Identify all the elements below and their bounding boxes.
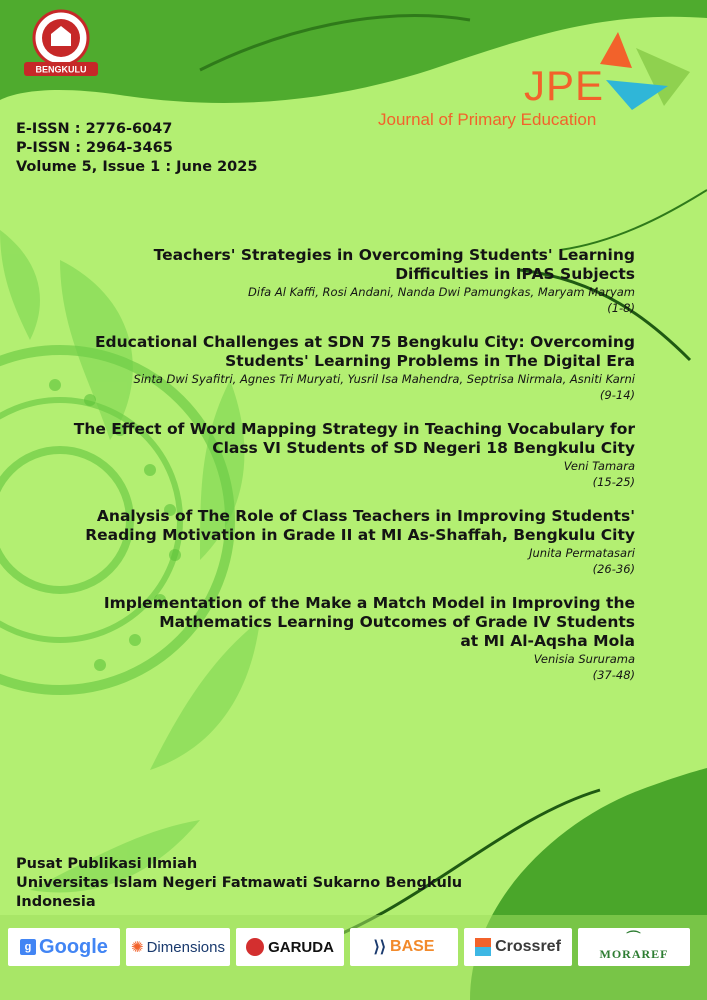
crossref-badge[interactable]	[464, 928, 572, 966]
article-authors: Difa Al Kaffi, Rosi Andani, Nanda Dwi Pamungkas, Maryam Maryam	[248, 285, 635, 299]
crossref-icon	[475, 938, 491, 956]
article-authors: Veni Tamara	[563, 459, 635, 473]
garuda-icon	[246, 938, 264, 956]
article-title[interactable]: Educational Challenges at SDN 75 Bengkulu City: Overcoming Students' Learning Problems in The Digital Era	[94, 333, 635, 370]
article-title[interactable]: Analysis of The Role of Class Teachers in Improving Students' Reading Motivation in Grade II at MI As-Shaffah, Bengkulu City	[85, 507, 635, 544]
article-pages: (1-8)	[607, 301, 635, 315]
right-curve-line-2	[560, 190, 707, 250]
p-issn: P-ISSN : 2964-3465	[16, 140, 173, 156]
journal-name: Journal of Primary Education	[378, 110, 597, 129]
article-authors: Sinta Dwi Syafitri, Agnes Tri Muryati, Yusril Isa Mahendra, Septrisa Nirmala, Asniti Karni	[133, 372, 635, 386]
publisher-line-2: Universitas Islam Negeri Fatmawati Sukarno Bengkulu	[16, 875, 463, 891]
garuda-label: GARUDA	[268, 938, 334, 956]
article-pages: (26-36)	[592, 562, 635, 576]
base-icon: ⟩⟩	[373, 939, 387, 956]
garuda-badge[interactable]	[236, 928, 344, 966]
crossref-label: Crossref	[495, 938, 561, 955]
article-pages: (37-48)	[592, 668, 635, 682]
base-badge[interactable]	[350, 928, 458, 966]
article-title[interactable]: Implementation of the Make a Match Model in Improving the Mathematics Learning Outcomes of Grade IV Students at MI Al-Aqsha Mola	[103, 594, 635, 650]
google-scholar-icon: g	[20, 939, 36, 955]
article-pages: (15-25)	[592, 475, 635, 489]
article-item	[35, 333, 635, 403]
google-scholar-badge[interactable]	[8, 928, 120, 966]
article-item	[35, 246, 635, 316]
moraref-badge[interactable]	[578, 928, 690, 966]
e-issn: E-ISSN : 2776-6047	[16, 121, 173, 137]
article-list	[35, 246, 635, 700]
article-authors: Junita Permatasari	[529, 546, 635, 560]
university-logo	[18, 8, 104, 80]
article-item	[35, 420, 635, 490]
publisher-line-3: Indonesia	[16, 894, 96, 910]
indexing-bar	[8, 928, 698, 970]
moraref-label: MORAREF	[599, 946, 669, 961]
article-title[interactable]: Teachers' Strategies in Overcoming Students' Learning Difficulties in IPAS Subjects	[153, 246, 635, 283]
dimensions-badge[interactable]	[126, 928, 230, 966]
issn-block	[16, 120, 257, 177]
moraref-icon: ⌒	[626, 931, 642, 947]
article-item	[35, 594, 635, 683]
publisher-block	[16, 855, 462, 912]
logo-banner-text: BENGKULU	[35, 64, 87, 75]
base-label: BASE	[390, 938, 435, 955]
publisher-line-1: Pusat Publikasi Ilmiah	[16, 856, 198, 872]
article-authors: Venisia Sururama	[533, 652, 635, 666]
google-label: Google	[39, 935, 108, 958]
article-item	[35, 507, 635, 577]
article-pages: (9-14)	[599, 388, 635, 402]
dimensions-label: Dimensions	[146, 938, 225, 956]
dimensions-icon: ✺	[131, 939, 144, 956]
volume-issue: Volume 5, Issue 1 : June 2025	[16, 159, 258, 175]
article-title[interactable]: The Effect of Word Mapping Strategy in Teaching Vocabulary for Class VI Students of SD Negeri 18 Bengkulu City	[73, 420, 635, 457]
journal-acronym: JPE	[524, 62, 605, 109]
